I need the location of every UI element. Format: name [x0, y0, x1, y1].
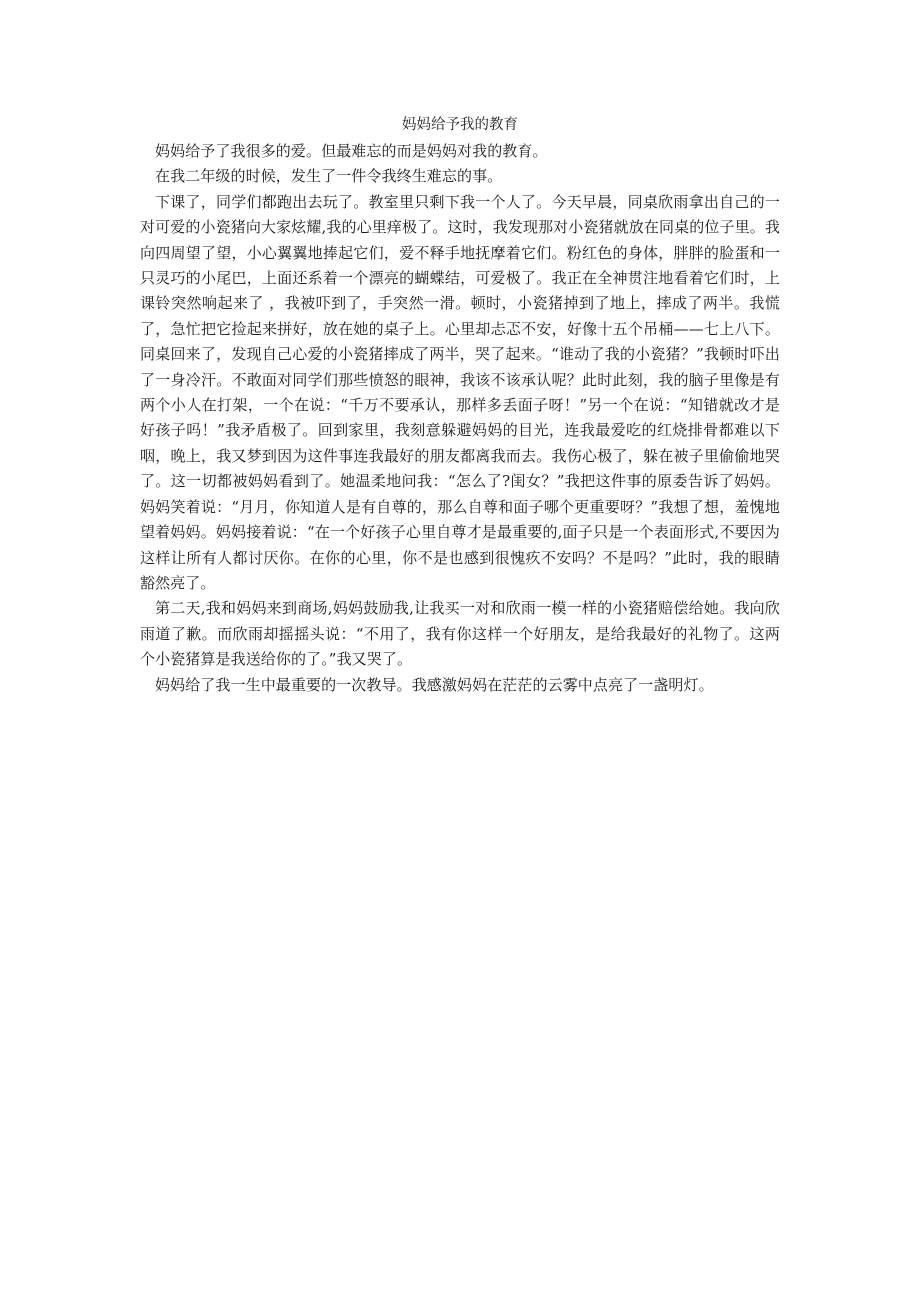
paragraph-grade-two: 在我二年级的时候，发生了一件令我终生难忘的事。 [155, 167, 503, 186]
paragraph-intro: 妈妈给予了我很多的爱。但最难忘的而是妈妈对我的教育。 [155, 142, 548, 160]
document-title: 妈妈给予我的教育 [402, 117, 518, 133]
paragraph-story: 下课了，同学们都跑出去玩了。教室里只剩下我一个人了。今天早晨，同桌欣雨拿出自己的一对可爱的小瓷猪向大家炫耀,我的心里痒极了。这时，我发现那对小瓷猪就放在同桌的位子里。我向四周望了望，小心翼翼地捧起它们，爱不释手地抚摩着它们。粉红色的身体，胖胖的脸蛋和一只灵巧的小尾巴，上面还系着一个漂亮的蝴蝶结，可爱极了。我正在全神贯注地看着它们时，上课铃突然响起来了 ，我被吓到了，手突然一滑。顿时，小瓷猪掉到了地上，摔成了两半。我慌了，急忙把它捡起来拼好，放在她的桌子上。心里却忐忑不安，好像十五个吊桶——七上八下。同桌回来了，发现自己心爱的小瓷猪摔成了两半，哭了起来。“谁动了我的小瓷猪？”我顿时吓出了一身冷汗。不敢面对同学们那些愤怒的眼神，我该不该承认呢？此时此刻，我的脑子里像是有两个小人在打架，一个在说：“千万不要承认，那样多丢面子呀！”另一个在说：“知错就改才是好孩子吗！”我矛盾极了。回到家里，我刻意躲避妈妈的目光，连我最爱吃的红烧排骨都难以下咽，晚上，我又梦到因为这件事连我最好的朋友都离我而去。我伤心极了，躲在被子里偷偷地哭了。这一切都被妈妈看到了。她温柔地问我：“怎么了?闺女？”我把这件事的原委告诉了妈妈。妈妈笑着说：“月月，你知道人是有自尊的，那么自尊和面子哪个更重要呀？”我想了想，羞愧地望着妈妈。妈妈接着说：“在一个好孩子心里自尊才是最重要的,面子只是一个表面形式,不要因为这样让所有人都讨厌你。在你的心里，你不是也感到很愧疚不安吗？不是吗？”此时，我的眼睛豁然亮了。 [140, 192, 780, 592]
paragraph-next-day: 第二天,我和妈妈来到商场,妈妈鼓励我,让我买一对和欣雨一模一样的小瓷猪赔偿给她。我向欣雨道了歉。而欣雨却摇摇头说：“不用了，我有你这样一个好朋友，是给我最好的礼物了。这两个小瓷猪算是我送给你的了。”我又哭了。 [140, 599, 780, 669]
document-body [140, 114, 780, 698]
paragraph-conclusion: 妈妈给了我一生中最重要的一次教导。我感激妈妈在茫茫的云雾中点亮了一盏明灯。 [155, 675, 714, 694]
